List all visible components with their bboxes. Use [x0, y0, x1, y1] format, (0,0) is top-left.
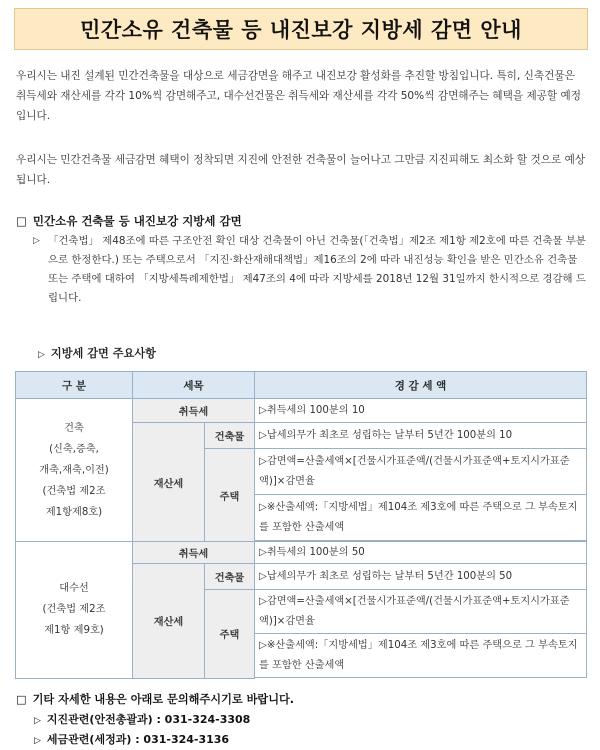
house-desc-note: ▷※산출세액:「지방세법」제104조 제3호에 따른 주택으로 그 부속토지를 포함한 산출세액	[255, 634, 587, 678]
category-major-repair: 대수선 (건축법 제2조 제1항 제9호)	[16, 542, 133, 679]
subsection-heading-main-points	[38, 345, 156, 361]
header-tax-item: 세목	[133, 372, 255, 399]
footer-heading	[16, 691, 294, 707]
table-row	[16, 542, 587, 564]
section-heading-exemption	[16, 213, 242, 229]
house-desc-note: ▷※산출세액:「지방세법」제104조 제3호에 따른 주택으로 그 부속토지를 포함한 산출세액	[255, 495, 587, 541]
tax-property-label: 재산세	[133, 564, 205, 679]
acquisition-desc: ▷취득세의 100분의 10	[255, 399, 587, 423]
intro-paragraph-2: 우리시는 민간건축물 세금감면 혜택이 정착되면 지진에 안전한 건축물이 늘어나고 그만큼 지진피해도 최소화 할 것으로 예상됩니다.	[16, 154, 586, 186]
intro-paragraph-1: 우리시는 내진 설계된 민간건축물을 대상으로 세금감면을 해주고 내진보강 활성화를 추진할 방침입니다. 특히, 신축건물은 취득세와 재산세를 각각 10%씩 감면해주고, 대수선건물은 취득세와 재산세를 각각 50%씩 감면해주는 혜택을 제공할 예정입니다.	[16, 70, 581, 122]
building-label: 건축물	[205, 564, 255, 590]
section-bullet: □	[16, 214, 27, 228]
contact-tax-text: 세금관련(세정과) : 031-324-3136	[46, 733, 230, 746]
tax-acquisition-label: 취득세	[133, 399, 255, 423]
tax-property-label: 재산세	[133, 423, 205, 542]
tax-reduction-table	[15, 371, 587, 679]
acquisition-desc: ▷취득세의 100분의 50	[255, 542, 587, 564]
triangle-marker-icon: ▷	[38, 350, 45, 360]
category-construction: 건축 (신축,증축, 개축,재축,이전) (건축법 제2조 제1항제8호)	[16, 399, 133, 542]
house-label: 주택	[205, 590, 255, 679]
building-label: 건축물	[205, 423, 255, 449]
building-desc: ▷납세의무가 최초로 성립하는 날부터 5년간 100분의 50	[255, 564, 587, 590]
table-header-row	[16, 372, 587, 399]
house-desc-formula: ▷감면액=산출세액×[건물시가표준액/(건물시가표준액+토지시가표준액)]×감면율	[255, 590, 587, 634]
building-desc: ▷납세의무가 최초로 성립하는 날부터 5년간 100분의 10	[255, 423, 587, 449]
contact-earthquake-text: 지진관련(안전총괄과) : 031-324-3308	[46, 713, 251, 726]
triangle-marker-icon: ▷	[34, 736, 41, 746]
header-reduction-amount: 경 감 세 액	[255, 372, 587, 399]
house-label: 주택	[205, 449, 255, 542]
contact-tax	[34, 731, 229, 747]
page-title: 민간소유 건축물 등 내진보강 지방세 감면 안내	[14, 8, 588, 50]
header-category: 구 분	[16, 372, 133, 399]
section-heading-text: 민간소유 건축물 등 내진보강 지방세 감면	[32, 214, 242, 228]
triangle-marker-icon: ▷	[33, 236, 40, 246]
footer-bullet: □	[16, 693, 27, 706]
contact-earthquake	[34, 711, 250, 727]
table-row	[16, 399, 587, 423]
triangle-marker-icon: ▷	[34, 716, 41, 726]
house-desc-formula: ▷감면액=산출세액×[건물시가표준액/(건물시가표준액+토지시가표준액)]×감면율	[255, 449, 587, 495]
tax-acquisition-label: 취득세	[133, 542, 255, 564]
footer-heading-text: 기타 자세한 내용은 아래로 문의해주시기로 바랍니다.	[32, 693, 295, 706]
subsection-heading-text: 지방세 감면 주요사항	[50, 347, 156, 360]
exemption-description: 「건축법」 제48조에 따른 구조안전 확인 대상 건축물이 아닌 건축물(「건축법」제2조 제1항 제2호에 따른 건축물 부분으로 한정한다.) 또는 주택으로서 「지진·화산재해대책법」제16조의 2에 따라 내진성능 확인을 받은 민간소유 건축물 또는 주택에 대하여 「지방세특례제한법」 제47조의 4에 따라 지방세를 2018년 12월 31일까지 한시적으로 경감해 드립니다.	[48, 235, 586, 304]
